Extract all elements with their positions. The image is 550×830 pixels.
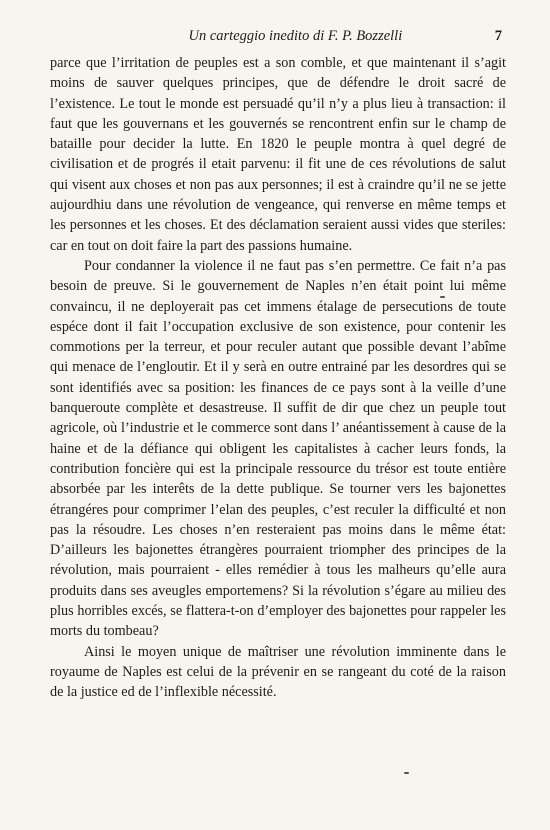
margin-mark (404, 772, 409, 774)
paragraph-3: Ainsi le moyen unique de maîtriser une révolution imminente dans le royaume de Naples est celui de la prévenir en se rangeant du coté de la raison de la justice ed de l’inflexible nécessité. (50, 643, 506, 701)
page-number: 7 (494, 28, 502, 44)
running-header (50, 28, 506, 45)
margin-mark (440, 296, 445, 298)
paragraph-1: parce que l’irritation de peuples est a son comble, et que maintenant il s’agit moins de sauver quelques principes, que de défendre le droit sacré de l’existence. Le tout le monde est persuadé qu’il n’y a plus lieu à transaction: il faut que les gouvernans et les gouvernés se rencontrent enfin sur le champ de bataille pour decider la lutte. En 1820 le peuple montra à quel degré de civilisation et de progrés il etait parvenu: il fit une de ces révolutions de salut qui visent aux choses et non pas aux personnes; il est à craindre qu’il ne se jette aujourdhiu dans une révolution de vengeance, qui renverse en même temps et les personnes et les choses. Et des déclamation seraient aussi vides que steriles: car en tout on doit faire la part des passions humaine. (50, 55, 506, 254)
running-title: Un carteggio inedito di F. P. Bozzelli (188, 28, 403, 44)
body-text (50, 53, 506, 703)
paragraph-2: Pour condanner la violence il ne faut pas s’en permettre. Ce fait n’a pas besoin de preuve. Si le gouvernement de Naples n’en était point lui même convaincu, il ne deployerait pas cet immens étalage de persecutions de toute espéce dont il fait l’occupation exclusive de son existence, pour contenir les commotions per la terreur, et pour reculer autant que possible devant l’abîme qui menace de l’engloutir. Et il y serà en outre entrainé par les desordres qui se sont identifiés avec sa position: les finances de ce pays sont à la veille d’une banqueroute complète et desastreuse. Il suffit de dir que chez un peuple tout agricole, où l’industrie et le commerce sont dans l’ anéantissement à cause de la haine et de la défiance qui obligent les capitalistes à cacher leurs fonds, la contribution foncière qui est la principale ressource du trésor est toute entière absorbée par les interêts de la dette publique. Se tourner vers les bajonettes étrangéres pour comprimer l’elan des peuples, c’est reculer la difficulté et non pas la résoudre. Les choses n’en resteraient pas moins dans le même état: D’ailleurs les bajonettes étrangères pourraient triompher des principes de la révolution, mais pourraient - elles remédier à tous les malheurs qu’elle aura produits dans ses aveugles emportemens? Si la révolution s’égare au milieu des plus horribles excés, se flattera-t-on d’employer des bajonettes pour rappeler les morts du tombeau? (50, 257, 506, 640)
